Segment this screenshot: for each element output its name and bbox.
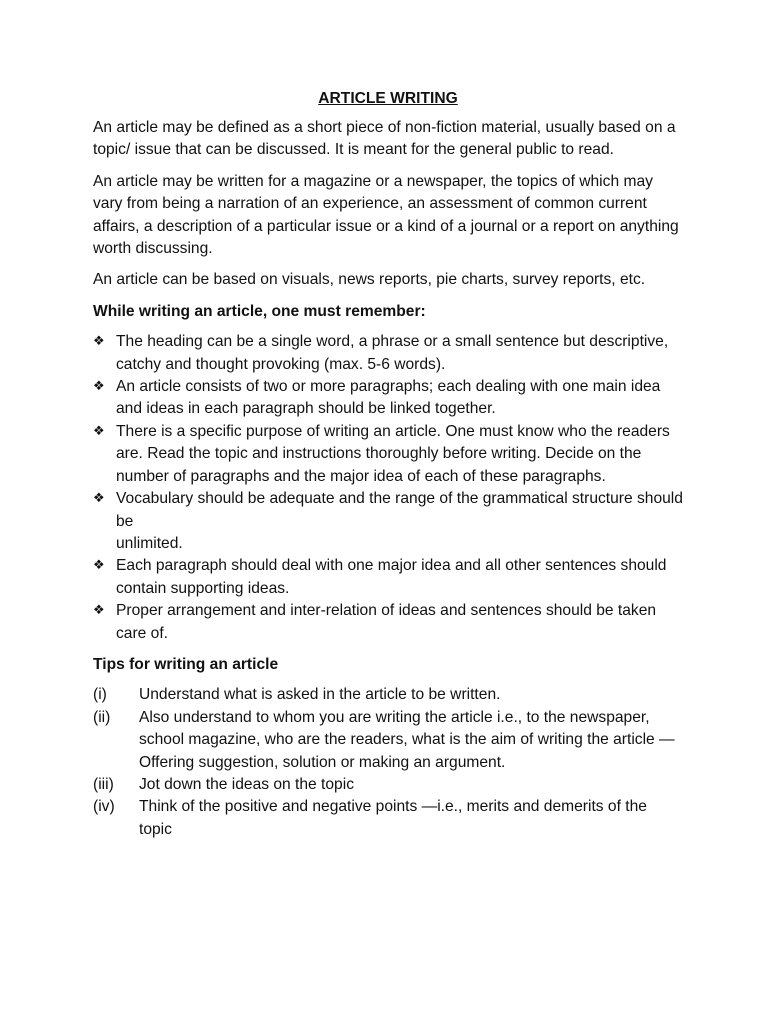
tip-number: (i) (93, 686, 107, 704)
tip-text: Jot down the ideas on the topic (139, 775, 354, 793)
remember-list (93, 331, 683, 645)
tips-list (93, 684, 683, 841)
list-item-text: An article consists of two or more paragraphs; each dealing with one main idea and ideas in each paragraph should be linked together. (116, 378, 661, 418)
tip-item (93, 796, 683, 841)
list-item (93, 376, 683, 421)
diamond-bullet-icon: ❖ (93, 334, 105, 350)
tip-number: (ii) (93, 708, 111, 726)
intro-paragraph-3: An article can be based on visuals, news reports, pie charts, survey reports, etc. (93, 271, 646, 289)
document-page (93, 88, 683, 841)
list-item (93, 331, 683, 376)
list-item (93, 600, 683, 645)
diamond-bullet-icon: ❖ (93, 423, 105, 439)
tip-number: (iii) (93, 775, 114, 793)
tip-text: Also understand to whom you are writing the article i.e., to the newspaper, school magazine, who are the readers, what is the aim of writing the article — Offering suggestion, solution or making an argument. (139, 708, 675, 771)
list-item-text: There is a specific purpose of writing an article. One must know who the readers are. Read the topic and instructions thoroughly before writing. Decide on the number of paragraphs and the major idea of each of these paragraphs. (116, 422, 670, 485)
diamond-bullet-icon: ❖ (93, 558, 105, 574)
intro-paragraph-1: An article may be defined as a short piece of non-fiction material, usually based on a topic/ issue that can be discussed. It is meant for the general public to read. (93, 119, 676, 159)
list-item-text: Each paragraph should deal with one major idea and all other sentences should contain supporting ideas. (116, 557, 667, 597)
list-item (93, 488, 683, 555)
tip-number: (iv) (93, 798, 115, 816)
tip-text: Think of the positive and negative points —i.e., merits and demerits of the topic (139, 798, 647, 838)
tip-item (93, 684, 683, 706)
list-item-text-continued: unlimited. (116, 534, 183, 552)
list-item (93, 421, 683, 488)
tip-text: Understand what is asked in the article to be written. (139, 686, 501, 704)
intro-paragraph-2: An article may be written for a magazine or a newspaper, the topics of which may vary from being a narration of an experience, an assessment of common current affairs, a description of a particular issue or a kind of a journal or a report on anything worth discussing. (93, 172, 679, 258)
remember-heading: While writing an article, one must remember: (93, 302, 426, 320)
tip-item (93, 774, 683, 796)
tip-item (93, 707, 683, 774)
tips-heading: Tips for writing an article (93, 655, 279, 673)
list-item-text: Vocabulary should be adequate and the range of the grammatical structure should be (116, 490, 683, 530)
diamond-bullet-icon: ❖ (93, 491, 105, 507)
diamond-bullet-icon: ❖ (93, 379, 105, 395)
page-title: ARTICLE WRITING (318, 90, 458, 107)
list-item-text: The heading can be a single word, a phrase or a small sentence but descriptive, catchy and thought provoking (max. 5-6 words). (116, 333, 669, 373)
list-item (93, 555, 683, 600)
diamond-bullet-icon: ❖ (93, 603, 105, 619)
list-item-text: Proper arrangement and inter-relation of ideas and sentences should be taken care of. (116, 602, 657, 642)
